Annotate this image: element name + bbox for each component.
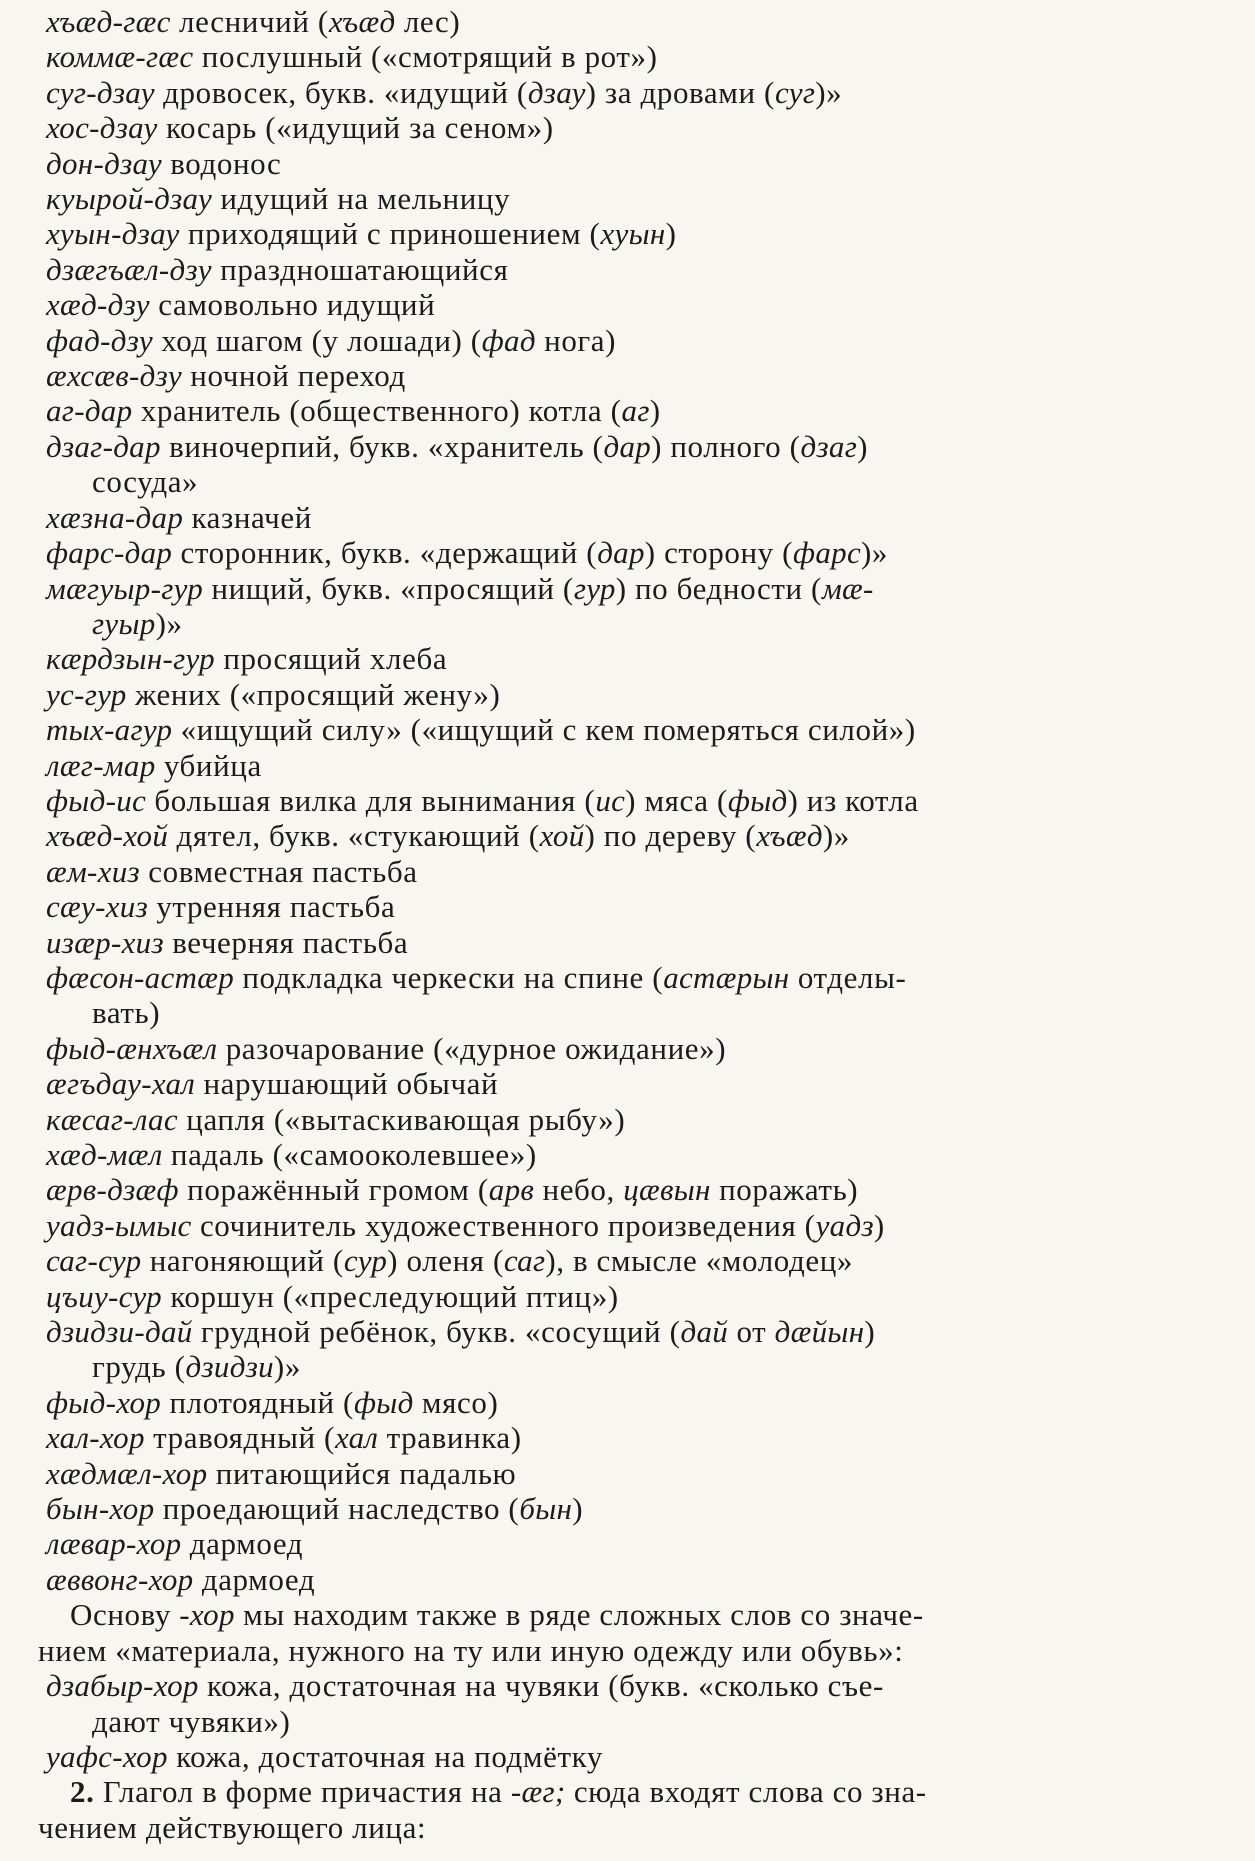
- text-segment: Глагол в форме причастия на: [94, 1774, 511, 1810]
- text-line: [38, 464, 1205, 499]
- headword: фарс-дар: [46, 535, 173, 571]
- text-segment: жених («просящий жену»): [126, 676, 501, 712]
- text-segment: кожа, достаточная на подмётку: [167, 1738, 603, 1774]
- text-segment: дятел, букв. «стукающий (: [168, 818, 540, 854]
- text-segment: дают чувяки»): [92, 1703, 291, 1739]
- text-segment: идущий на мельницу: [212, 181, 511, 217]
- text-segment: мы находим также в ряде сложных слов со значе-: [234, 1597, 924, 1633]
- text-segment: от: [728, 1314, 775, 1350]
- text-segment: сосуда»: [92, 464, 199, 500]
- text-segment: просящий хлеба: [215, 641, 448, 677]
- text-segment: отделы-: [789, 959, 907, 995]
- text-line: [38, 1243, 1205, 1278]
- text-segment: поражать): [710, 1172, 859, 1208]
- text-line: [38, 1208, 1205, 1243]
- headword: суг: [774, 74, 816, 110]
- text-segment: поражённый громом (: [178, 1172, 489, 1208]
- headword: -хор: [179, 1597, 235, 1633]
- text-line: [38, 925, 1205, 960]
- headword: дзидзи: [185, 1349, 274, 1385]
- headword: бын-хор: [46, 1491, 155, 1527]
- text-line: [38, 712, 1205, 747]
- text-segment: падаль («самооколевшее»): [162, 1137, 537, 1172]
- headword: дæйын: [774, 1314, 865, 1350]
- headword: кæсаг-лас: [46, 1101, 178, 1137]
- text-line: [38, 75, 1205, 110]
- text-segment: разочарование («дурное ожидание»): [217, 1030, 727, 1066]
- text-line: [38, 1668, 1205, 1703]
- headword: хал-хор: [46, 1420, 145, 1456]
- text-line: [38, 960, 1205, 995]
- text-segment: совместная пастьба: [139, 853, 418, 889]
- headword: дзаг: [800, 428, 858, 464]
- headword: фыд-æнхъæл: [46, 1030, 218, 1066]
- headword: фыд-ис: [46, 782, 147, 818]
- text-segment: цапля («вытаскивающая рыбу»): [177, 1101, 626, 1137]
- text-line: [38, 252, 1205, 287]
- headword: кæрдзын-гур: [46, 641, 215, 677]
- headword: фыд: [353, 1384, 414, 1420]
- text-segment: мясо): [413, 1384, 499, 1420]
- text-segment: дармоед: [193, 1561, 316, 1597]
- headword: фæсон-астæр: [46, 959, 234, 995]
- text-segment: )»: [822, 818, 850, 854]
- text-segment: виночерпий, букв. «хранитель (: [160, 428, 604, 464]
- text-segment: )»: [155, 605, 183, 641]
- headword: дзау: [527, 74, 586, 110]
- text-segment: послушный («смотрящий в рот»): [193, 39, 658, 75]
- text-segment: нагоняющий (: [141, 1243, 344, 1279]
- text-segment: грудь (: [92, 1349, 186, 1385]
- headword: лæг-мар: [46, 747, 156, 783]
- text-line: [38, 1385, 1205, 1420]
- headword: дон-дзау: [46, 145, 162, 181]
- text-segment: кожа, достаточная на чувяки (букв. «сколько съе-: [198, 1668, 884, 1704]
- text-line: [38, 535, 1205, 570]
- headword: фыд: [727, 782, 788, 818]
- text-line: [38, 818, 1205, 853]
- text-line: [38, 1349, 1205, 1384]
- text-segment: косарь («идущий за сеном»): [157, 110, 554, 146]
- text-line: [38, 1491, 1205, 1526]
- headword: -æг;: [510, 1774, 566, 1810]
- headword: тых-агур: [46, 712, 173, 748]
- text-line: [38, 748, 1205, 783]
- text-line: [38, 641, 1205, 676]
- text-line: [38, 1526, 1205, 1561]
- text-segment: хранитель (общественного) котла (: [132, 393, 622, 429]
- headword: сæу-хиз: [46, 889, 148, 925]
- text-line: [38, 358, 1205, 393]
- headword: изæр-хиз: [46, 924, 164, 960]
- headword: дзидзи-дай: [46, 1314, 193, 1350]
- text-line: [38, 1704, 1205, 1739]
- text-segment: ): [857, 428, 869, 464]
- headword: дар: [597, 535, 645, 571]
- headword: астæрын: [663, 959, 790, 995]
- text-line: [38, 854, 1205, 889]
- headword: коммæ-гæс: [46, 39, 194, 75]
- text-segment: )»: [815, 74, 843, 110]
- text-line: [38, 889, 1205, 924]
- headword: хуын-дзау: [46, 216, 180, 252]
- headword: дай: [680, 1314, 729, 1350]
- text-line: [38, 4, 1205, 39]
- text-segment: нием «материала, нужного на ту или иную одежду или обувь»:: [38, 1632, 904, 1668]
- text-segment: самовольно идущий: [149, 287, 436, 323]
- headword: ус-гур: [46, 676, 127, 712]
- headword: мæ-: [821, 570, 874, 606]
- text-segment: ход шагом (у лошади) (: [152, 322, 482, 358]
- text-segment: убийца: [155, 747, 262, 783]
- headword: хæд-мæл: [46, 1137, 163, 1172]
- text-line: [38, 181, 1205, 216]
- headword: саг: [503, 1243, 546, 1279]
- text-line: [38, 1066, 1205, 1101]
- headword: дзабыр-хор: [46, 1668, 199, 1704]
- text-segment: казначей: [183, 499, 312, 535]
- text-line: [38, 323, 1205, 358]
- headword: цъиу-сур: [46, 1278, 162, 1314]
- text-segment: ), в смысле «молодец»: [545, 1243, 854, 1279]
- text-segment: )»: [273, 1349, 301, 1385]
- headword: хос-дзау: [46, 110, 158, 146]
- headword: уадз-ымыс: [46, 1207, 192, 1243]
- headword: цæвын: [623, 1172, 711, 1208]
- text-segment: ) по бедности (: [615, 570, 822, 606]
- text-segment: подкладка черкески на спине (: [234, 959, 664, 995]
- headword: саг-сур: [46, 1243, 142, 1279]
- headword: хъæд-хой: [46, 818, 169, 854]
- headword: фад-дзу: [46, 322, 153, 358]
- text-segment: сторонник, букв. «держащий (: [172, 535, 598, 571]
- text-segment: питающийся падалью: [207, 1455, 517, 1491]
- text-segment: )»: [861, 535, 889, 571]
- text-line: [38, 1739, 1205, 1774]
- text-segment: большая вилка для вынимания (: [146, 782, 596, 818]
- text-line: [38, 1633, 1205, 1668]
- headword: æввонг-хор: [46, 1561, 194, 1597]
- text-line: [38, 606, 1205, 641]
- headword: æм-хиз: [46, 853, 140, 889]
- text-segment: нищий, букв. «просящий (: [203, 570, 574, 606]
- text-line: [38, 146, 1205, 181]
- text-segment: ): [864, 1314, 876, 1350]
- headword: аг: [621, 393, 650, 429]
- text-segment: 2.: [70, 1774, 95, 1810]
- text-segment: грудной ребёнок, букв. «сосущий (: [192, 1314, 681, 1350]
- text-line: [38, 110, 1205, 145]
- text-segment: сюда входят слова со зна-: [565, 1774, 927, 1810]
- headword: фыд-хор: [46, 1384, 162, 1420]
- text-segment: ) за дровами (: [585, 74, 775, 110]
- headword: гуыр: [92, 605, 156, 641]
- headword: хæдмæл-хор: [46, 1455, 208, 1491]
- text-segment: плотоядный (: [161, 1384, 354, 1420]
- text-segment: ): [873, 1207, 885, 1243]
- text-line: [38, 1562, 1205, 1597]
- headword: гур: [573, 570, 616, 606]
- text-segment: вечерняя пастьба: [163, 924, 409, 960]
- text-line: [38, 571, 1205, 606]
- headword: хæзна-дар: [46, 499, 184, 535]
- text-line: [38, 1031, 1205, 1066]
- text-line: [38, 1420, 1205, 1455]
- text-segment: ): [649, 393, 661, 429]
- text-segment: ) мяса (: [625, 782, 728, 818]
- text-line: [38, 783, 1205, 818]
- text-segment: чением действующего лица:: [38, 1809, 427, 1845]
- text-segment: ) по дереву (: [584, 818, 757, 854]
- headword: æрв-дзæф: [46, 1172, 179, 1208]
- headword: арв: [488, 1172, 535, 1208]
- headword: бын: [519, 1491, 573, 1527]
- text-segment: коршун («преследующий птиц»): [161, 1278, 619, 1314]
- text-segment: нога): [535, 322, 617, 358]
- headword: æхсæв-дзу: [46, 358, 182, 394]
- text-segment: дармоед: [181, 1526, 304, 1562]
- text-segment: ) из котла: [787, 782, 919, 818]
- text-segment: приходящий с приношением (: [179, 216, 601, 252]
- headword: сур: [343, 1243, 388, 1279]
- text-segment: ) полного (: [651, 428, 801, 464]
- text-line: [38, 677, 1205, 712]
- text-segment: проедающий наследство (: [154, 1491, 520, 1527]
- text-line: [38, 1597, 1205, 1632]
- headword: уафс-хор: [46, 1738, 168, 1774]
- text-segment: нарушающий обычай: [195, 1066, 499, 1102]
- text-segment: небо,: [534, 1172, 624, 1208]
- text-segment: ): [572, 1491, 584, 1527]
- headword: аг-дар: [46, 393, 133, 429]
- headword: дзаг-дар: [46, 428, 161, 464]
- text-segment: ночной переход: [181, 358, 406, 394]
- headword: ис: [595, 782, 626, 818]
- headword: лæвар-хор: [46, 1526, 182, 1562]
- text-segment: дровосек, букв. «идущий (: [154, 74, 528, 110]
- text-line: [38, 1172, 1205, 1207]
- text-segment: Основу: [70, 1597, 180, 1633]
- text-segment: травинка): [378, 1420, 522, 1456]
- text-line: [38, 1456, 1205, 1491]
- headword: хой: [539, 818, 585, 854]
- text-line: [38, 287, 1205, 322]
- headword: хал: [334, 1420, 379, 1456]
- text-segment: сочинитель художественного произведения (: [191, 1207, 816, 1243]
- headword: хъæд: [328, 4, 396, 39]
- text-line: [38, 500, 1205, 535]
- headword: дар: [603, 428, 652, 464]
- headword: хуын: [600, 216, 666, 252]
- text-segment: травоядный (: [144, 1420, 335, 1456]
- headword: æгъдау-хал: [46, 1066, 196, 1102]
- headword: мæгуыр-гур: [46, 570, 204, 606]
- headword: хъæд-гæс: [46, 4, 171, 39]
- text-line: [38, 1810, 1205, 1845]
- text-line: [38, 429, 1205, 464]
- text-segment: «ищущий силу» («ищущий с кем померяться силой»): [172, 712, 916, 748]
- text-segment: праздношатающийся: [211, 251, 509, 287]
- text-line: [38, 1279, 1205, 1314]
- text-line: [38, 216, 1205, 251]
- headword: уадз: [815, 1207, 874, 1243]
- text-line: [38, 995, 1205, 1030]
- headword: фад: [481, 322, 536, 358]
- text-segment: вать): [92, 995, 161, 1031]
- headword: хъæд: [756, 818, 823, 854]
- headword: куырой-дзау: [46, 181, 213, 217]
- headword: суг-дзау: [46, 74, 155, 110]
- text-segment: ) сторону (: [644, 535, 794, 571]
- text-segment: ) оленя (: [387, 1243, 504, 1279]
- text-line: [38, 1774, 1205, 1809]
- headword: дзæгъæл-дзу: [46, 251, 212, 287]
- text-line: [38, 1137, 1205, 1172]
- headword: хæд-дзу: [46, 287, 150, 323]
- text-segment: утренняя пастьба: [147, 889, 396, 925]
- text-line: [38, 393, 1205, 428]
- text-line: [38, 39, 1205, 74]
- text-segment: ): [665, 216, 677, 252]
- text-segment: лес): [395, 4, 461, 39]
- text-segment: водонос: [161, 145, 282, 181]
- headword: фарс: [793, 535, 861, 571]
- text-line: [38, 1314, 1205, 1349]
- text-segment: лесничий (: [170, 4, 329, 39]
- text-line: [38, 1102, 1205, 1137]
